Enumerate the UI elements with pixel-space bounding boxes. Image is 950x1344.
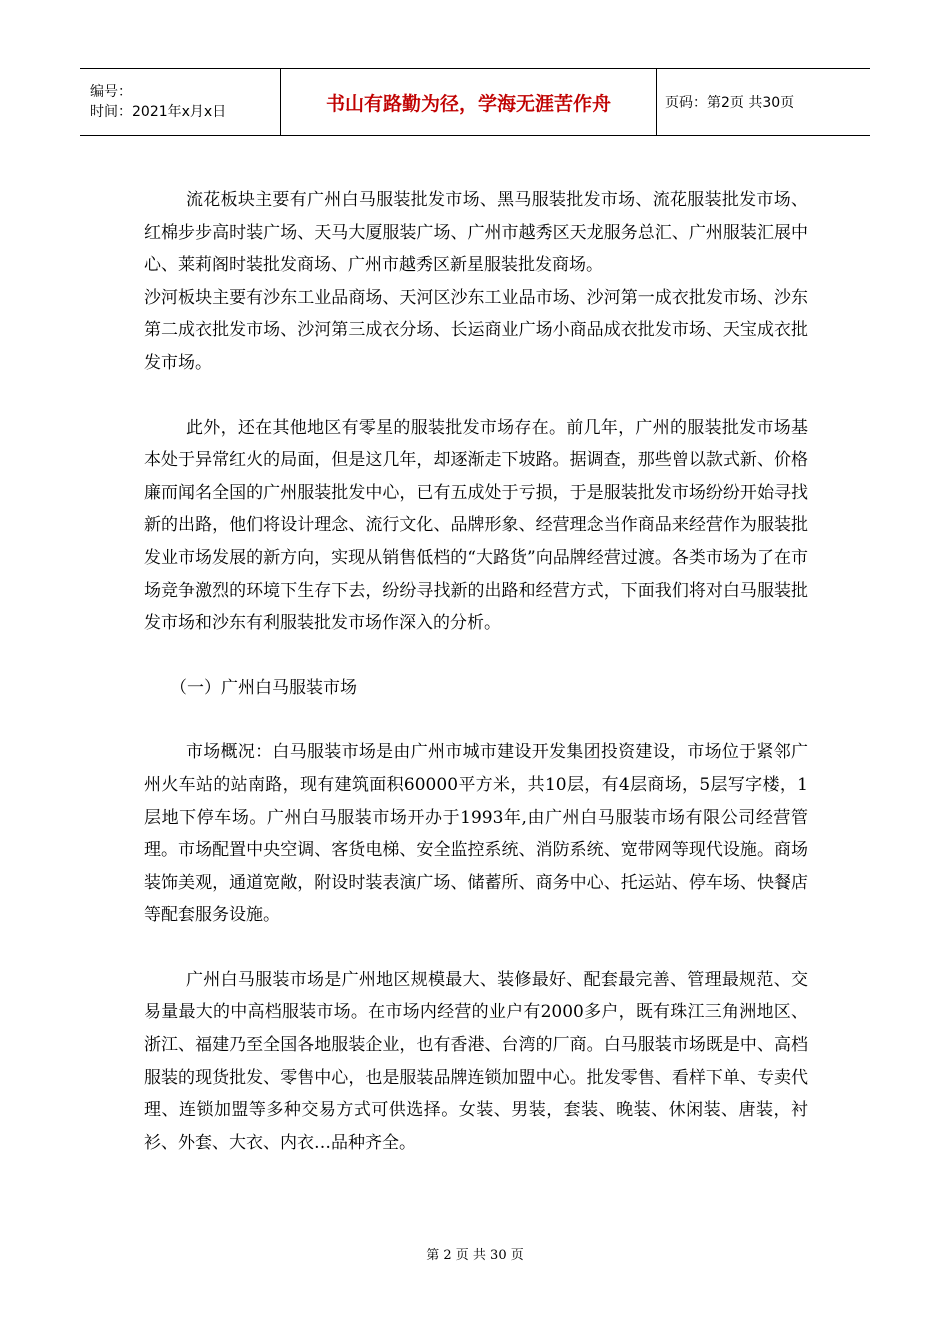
paragraph-shahe: 沙河板块主要有沙东工业品商场、天河区沙东工业品市场、沙河第一成衣批发市场、沙东第二成衣批发市场、沙河第三成衣分场、长运商业广场小商品成衣批发市场、天宝成衣批发市场。 bbox=[144, 287, 808, 373]
header-meta-cell bbox=[80, 69, 281, 135]
document-body bbox=[144, 184, 808, 1159]
serial-label: 编号： bbox=[90, 84, 132, 100]
paragraph-baima-scale: 广州白马服装市场是广州地区规模最大、装修最好、配套最完善、管理最规范、交易量最大的中高档服装市场。在市场内经营的业户有2000多户，既有珠江三角洲地区、浙江、福建乃至全国各地服装企业，也有香港、台湾的厂商。白马服装市场既是中、高档服装的现货批发、零售中心，也是服装品牌连锁加盟中心。批发零售、看样下单、专卖代理、连锁加盟等多种交易方式可供选择。女装、男装，套装、晚装、休闲装、唐装，衬衫、外套、大衣、内衣…品种齐全。 bbox=[144, 969, 808, 1153]
header-page-cell bbox=[657, 69, 870, 135]
document-header bbox=[80, 68, 870, 136]
header-motto-cell bbox=[281, 69, 657, 135]
paragraph-gap bbox=[144, 380, 808, 412]
paragraph-gap bbox=[144, 640, 808, 672]
motto-text: 书山有路勤为径，学海无涯苦作舟 bbox=[325, 92, 611, 115]
paragraph-gap bbox=[144, 932, 808, 964]
time-label: 时间：2021年x月x日 bbox=[90, 104, 227, 120]
paragraph-liuhua: 流花板块主要有广州白马服装批发市场、黑马服装批发市场、流花服装批发市场、红棉步步高时装广场、天马大厦服装广场、广州市越秀区天龙服务总汇、广州服装汇展中心、莱莉阁时装批发商场、广州市越秀区新星服装批发商场。 bbox=[144, 190, 808, 276]
footer-page-number: 第 2 页 共 30 页 bbox=[426, 1248, 524, 1263]
page-info: 页码：第2页 共30页 bbox=[665, 95, 795, 111]
section-heading: （一）广州白马服装市场 bbox=[170, 677, 357, 698]
paragraph-overview: 此外，还在其他地区有零星的服装批发市场存在。前几年，广州的服装批发市场基本处于异常红火的局面，但是这几年，却逐渐走下坡路。据调查，那些曾以款式新、价格廉而闻名全国的广州服装批发中心，已有五成处于亏损，于是服装批发市场纷纷开始寻找新的出路，他们将设计理念、流行文化、品牌形象、经营理念当作商品来经营作为服装批发业市场发展的新方向，实现从销售低档的“大路货”向品牌经营过渡。各类市场为了在市场竞争激烈的环境下生存下去，纷纷寻找新的出路和经营方式，下面我们将对白马服装批发市场和沙东有利服装批发市场作深入的分析。 bbox=[144, 417, 808, 634]
paragraph-market-overview: 市场概况：白马服装市场是由广州市城市建设开发集团投资建设，市场位于紧邻广州火车站的站南路，现有建筑面积60000平方米，共10层，有4层商场，5层写字楼，1层地下停车场。广州白马服装市场开办于1993年,由广州白马服装市场有限公司经营管理。市场配置中央空调、客货电梯、安全监控系统、消防系统、宽带网等现代设施。商场装饰美观，通道宽敞，附设时装表演广场、储蓄所、商务中心、托运站、停车场、快餐店等配套服务设施。 bbox=[144, 742, 808, 926]
page-footer bbox=[0, 1244, 950, 1263]
paragraph-gap bbox=[144, 704, 808, 736]
